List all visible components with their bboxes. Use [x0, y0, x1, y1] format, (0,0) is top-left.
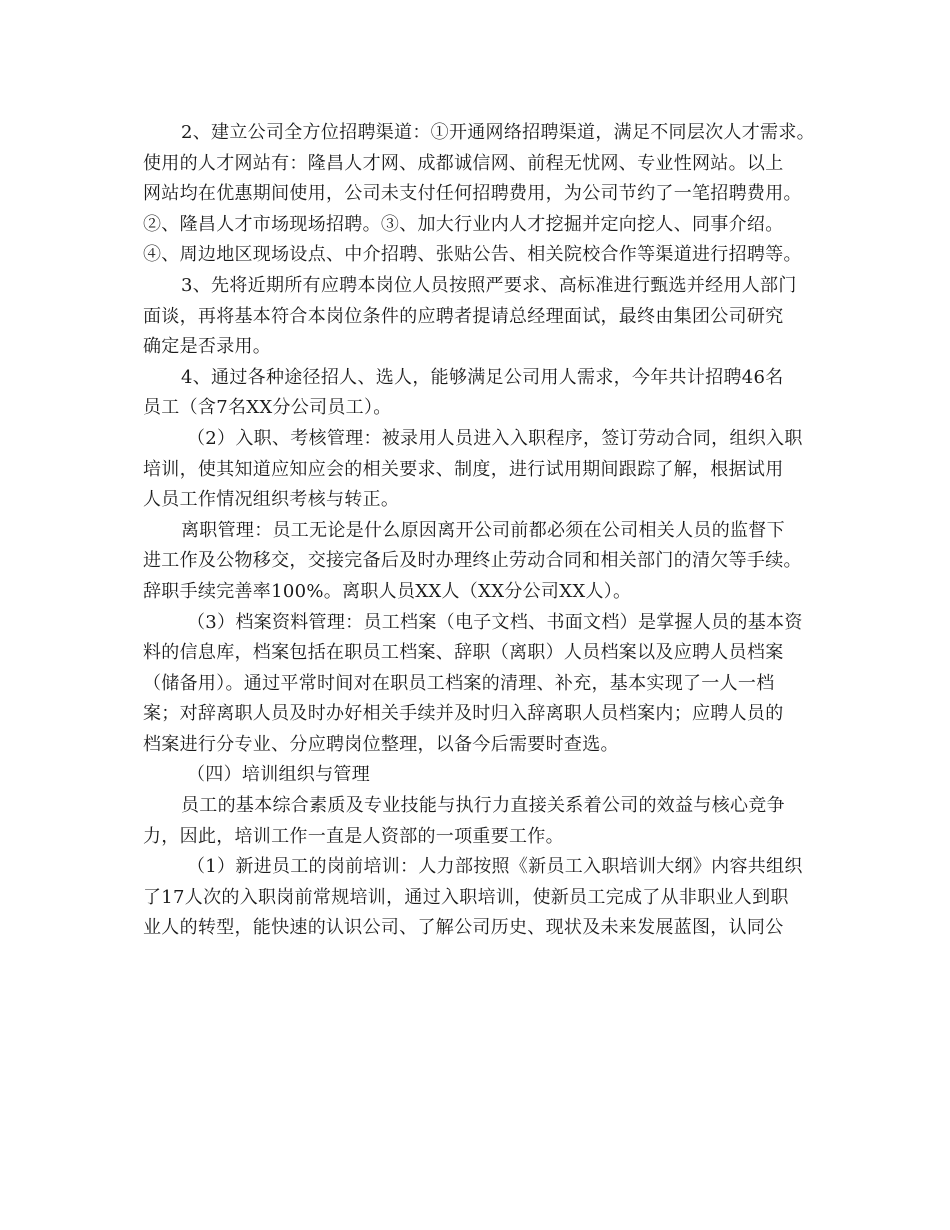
text-line: 力，因此，培训工作一直是人资部的一项重要工作。	[143, 825, 564, 847]
text-line: （储备用）。通过平常时间对在职员工档案的清理、补充，基本实现了一人一档	[143, 672, 775, 694]
text-line: 了17人次的入职岗前常规培训，通过入职培训，使新员工完成了从非职业人到职	[143, 886, 789, 908]
text-line: 进工作及公物移交，交接完备后及时办理终止劳动合同和相关部门的清欠等手续。	[143, 550, 802, 572]
text-line: 网站均在优惠期间使用，公司未支付任何招聘费用，为公司节约了一笔招聘费用。	[143, 183, 802, 205]
text-line: 人员工作情况组织考核与转正。	[143, 489, 400, 511]
section-heading: （四）培训组织与管理	[187, 764, 370, 786]
text-line: ②、隆昌人才市场现场招聘。③、加大行业内人才挖掘并定向挖人、同事介绍。	[143, 213, 784, 235]
text-line: 培训，使其知道应知应会的相关要求、制度，进行试用期间跟踪了解，根据试用	[143, 458, 784, 480]
text-line: 档案进行分专业、分应聘岗位整理，以备今后需要时查选。	[143, 733, 619, 755]
text-line: 员工（含7名XX分公司员工）。	[143, 397, 392, 419]
text-line: 3、先将近期所有应聘本岗位人员按照严要求、高标准进行甄选并经用人部门	[181, 274, 797, 296]
text-line: （2）入职、考核管理：被录用人员进入入职程序，签订劳动合同，组织入职	[187, 427, 803, 449]
text-line: 使用的人才网站有：隆昌人才网、成都诚信网、前程无忧网、专业性网站。以上	[143, 152, 784, 174]
text-line: 辞职手续完善率100%。离职人员XX人（XX分公司XX人）。	[143, 580, 632, 602]
text-line: 离职管理：员工无论是什么原因离开公司前都必须在公司相关人员的监督下	[181, 519, 785, 541]
text-line: （3）档案资料管理：员工档案（电子文档、书面文档）是掌握人员的基本资	[187, 611, 803, 633]
text-line: 4、通过各种途径招人、选人，能够满足公司用人需求，今年共计招聘46名	[181, 366, 784, 388]
text-line: 2、建立公司全方位招聘渠道：①开通网络招聘渠道，满足不同层次人才需求。	[181, 122, 815, 143]
text-line: 业人的转型，能快速的认识公司、了解公司历史、现状及未来发展蓝图，认同公	[143, 917, 784, 939]
text-line: ④、周边地区现场设点、中介招聘、张贴公告、相关院校合作等渠道进行招聘等。	[143, 244, 802, 266]
text-line: 员工的基本综合素质及专业技能与执行力直接关系着公司的效益与核心竞争	[181, 795, 785, 817]
text-line: 面谈，再将基本符合本岗位条件的应聘者提请总经理面试，最终由集团公司研究	[143, 305, 784, 327]
text-line: 确定是否录用。	[143, 336, 272, 358]
text-line: （1）新进员工的岗前培训：人力部按照《新员工入职培训大纲》内容共组织	[187, 856, 803, 878]
text-line: 料的信息库，档案包括在职员工档案、辞职（离职）人员档案以及应聘人员档案	[143, 642, 784, 664]
document-body	[143, 118, 815, 944]
text-line: 案；对辞离职人员及时办好相关手续并及时归入辞离职人员档案内；应聘人员的	[143, 703, 784, 725]
